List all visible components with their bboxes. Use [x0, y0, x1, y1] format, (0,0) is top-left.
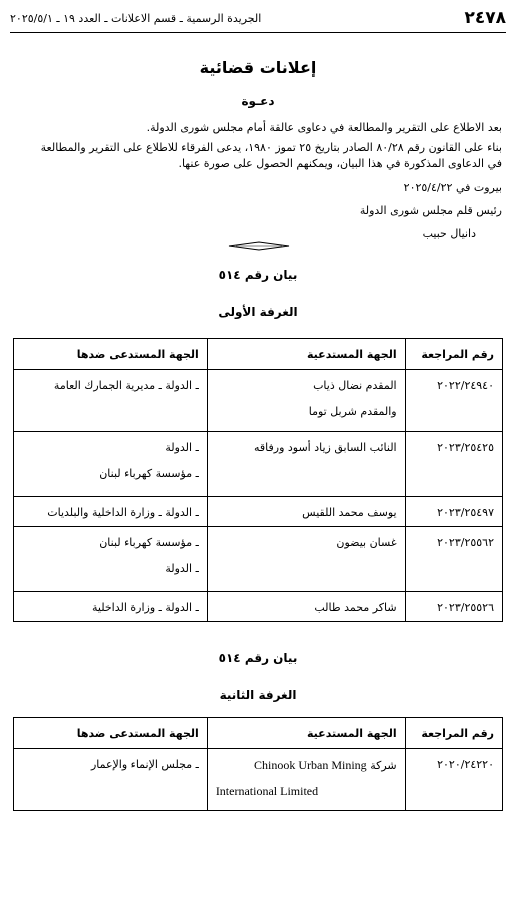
- defendant-line: ـ الدولة ـ مديرية الجمارك العامة: [53, 379, 199, 392]
- cases-table-1: [13, 338, 503, 622]
- column-header-ref: رقم المراجعة: [405, 339, 502, 370]
- plaintiff-line: غسان بيضون: [336, 536, 397, 549]
- plaintiff-line: النائب السابق زياد أسود ورفاقه: [254, 441, 397, 454]
- signatory-title: رئيس قلم مجلس شورى الدولة: [359, 204, 502, 217]
- notice-line-1: بعد الاطلاع على التقرير والمطالعة في دعاوى عالقة أمام مجلس شورى الدولة.: [146, 121, 502, 134]
- defendant-line: ـ الدولة ـ وزارة الداخلية والبلديات: [47, 506, 199, 519]
- signatory-name: دانيال حبيب: [422, 227, 476, 240]
- company-name-line-2: International Limited: [215, 784, 319, 798]
- defendant-line: ـ الدولة ـ وزارة الداخلية: [91, 601, 199, 614]
- defendant-line: ـ الدولة: [165, 441, 199, 454]
- table-row: [14, 432, 503, 497]
- table-header-row: [14, 718, 503, 749]
- case-ref: ٢٠٢٣/٢٥٥٢٦: [437, 601, 494, 614]
- defendant-line: ـ مؤسسة كهرباء لبنان: [99, 536, 199, 549]
- table-row: [14, 370, 503, 432]
- place-date: بيروت في ٢٠٢٥/٤/٢٢: [403, 181, 502, 194]
- notice-line-3: في الدعاوى المذكورة في هذا البيان، ويمكنهم الحصول على صورة عنها.: [178, 157, 502, 170]
- defendant-line: ـ الدولة: [165, 562, 199, 575]
- case-ref: ٢٠٢٠/٢٤٢٢٠: [437, 758, 494, 771]
- chamber-heading-2: الغرفة الثانية: [219, 688, 297, 702]
- table-row: [14, 497, 503, 527]
- case-ref: ٢٠٢٣/٢٥٤٩٧: [437, 506, 494, 519]
- page-title: إعلانات قضائية: [199, 58, 317, 77]
- statement-number-1: بيان رقم ٥١٤: [218, 268, 298, 282]
- page-number: ٢٤٧٨: [464, 8, 506, 28]
- column-header-plaintiff: الجهة المستدعية: [207, 339, 405, 370]
- case-ref: ٢٠٢٣/٢٥٤٢٥: [437, 441, 494, 454]
- column-header-defendant: الجهة المستدعى ضدها: [14, 339, 208, 370]
- table-row: [14, 749, 503, 811]
- notice-line-2: بناء على القانون رقم ٨٠/٢٨ الصادر بتاريخ ٢٥ تموز ١٩٨٠، يدعى الفرقاء للاطلاع على التقرير والمطالعة: [40, 141, 502, 154]
- header-rule: [10, 32, 506, 33]
- page-header: [10, 6, 506, 32]
- divider-ornament: [228, 241, 290, 251]
- notice-heading: دعـوة: [241, 94, 275, 108]
- plaintiff-line: [216, 752, 397, 778]
- plaintiff-line: يوسف محمد اللقيس: [302, 506, 397, 519]
- company-name-line-1: Chinook Urban Mining: [254, 758, 367, 772]
- chamber-heading-1: الغرفة الأولى: [218, 305, 298, 319]
- cases-table-2: [13, 717, 503, 811]
- defendant-line: ـ مؤسسة كهرباء لبنان: [99, 467, 199, 480]
- plaintiff-line: شاكر محمد طالب: [314, 601, 397, 614]
- plaintiff-line: المقدم نضال ذياب: [313, 379, 397, 392]
- table-header-row: [14, 339, 503, 370]
- table-row: [14, 527, 503, 592]
- plaintiff-prefix: شركة: [370, 759, 397, 772]
- gazette-header-text: الجريدة الرسمية ـ قسم الاعلانات ـ العدد ١٩ ـ ٢٠٢٥/٥/١: [10, 12, 262, 25]
- statement-number-2: بيان رقم ٥١٤: [218, 651, 298, 665]
- column-header-defendant: الجهة المستدعى ضدها: [14, 718, 208, 749]
- defendant-line: ـ مجلس الإنماء والإعمار: [90, 758, 199, 771]
- plaintiff-line: والمقدم شربل توما: [308, 405, 397, 418]
- case-ref: ٢٠٢٢/٢٤٩٤٠: [437, 379, 494, 392]
- case-ref: ٢٠٢٣/٢٥٥٦٢: [437, 536, 494, 549]
- column-header-ref: رقم المراجعة: [405, 718, 502, 749]
- table-row: [14, 592, 503, 622]
- column-header-plaintiff: الجهة المستدعية: [207, 718, 405, 749]
